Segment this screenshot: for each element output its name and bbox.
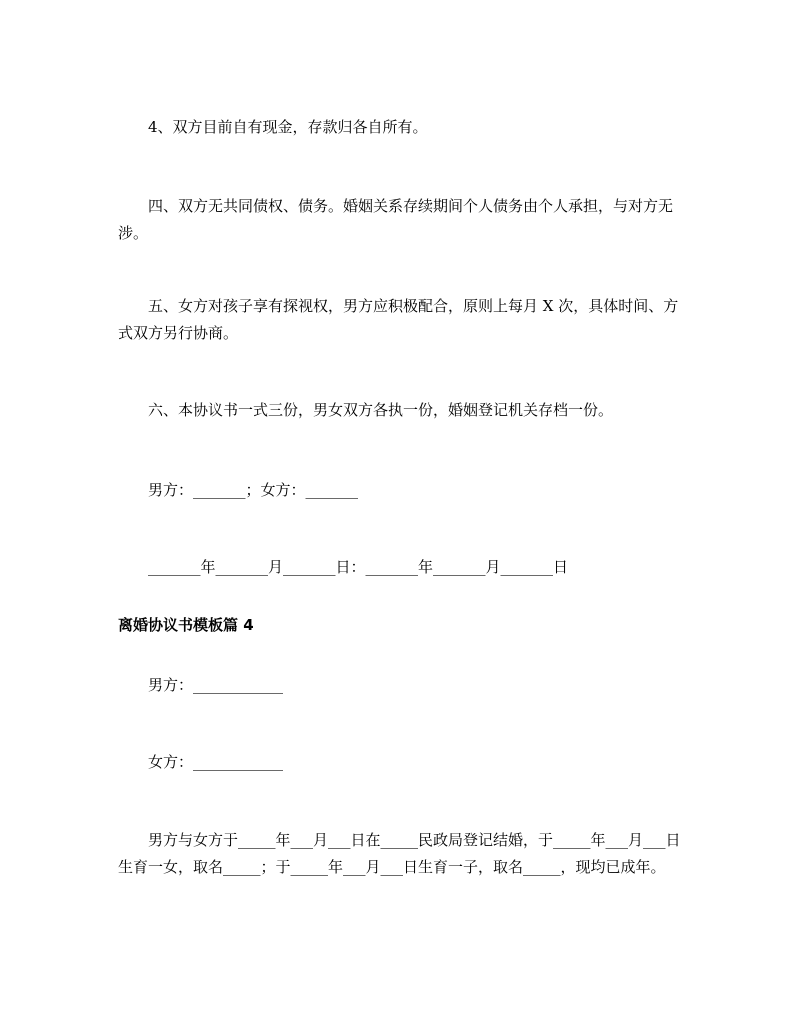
clause-cash-savings: 4、双方目前自有现金，存款归各自所有。 [148,118,428,136]
signature-line: 男方：_______；女方：_______ [148,481,359,499]
marriage-intro-paragraph: 男方与女方于_____年___月___日在_____民政局登记结婚，于_____年___月___日生育一女，取名_____；于_____年___月___日生育一子，取名_____，现均已成年。 [118,831,681,876]
female-party-line: 女方：____________ [148,753,284,771]
date-line: _______年_______月_______日：_______年_______月_______日 [148,558,569,576]
section-heading: 离婚协议书模板篇 4 [118,616,254,634]
male-party-line: 男方：____________ [148,676,284,694]
clause-copies: 六、本协议书一式三份，男女双方各执一份，婚姻登记机关存档一份。 [148,401,614,419]
clause-no-joint-debts: 四、双方无共同债权、债务。婚姻关系存续期间个人债务由个人承担，与对方无涉。 [118,197,674,242]
clause-visitation-rights: 五、女方对孩子享有探视权，男方应积极配合，原则上每月 X 次，具体时间、方式双方另行协商。 [118,297,679,342]
